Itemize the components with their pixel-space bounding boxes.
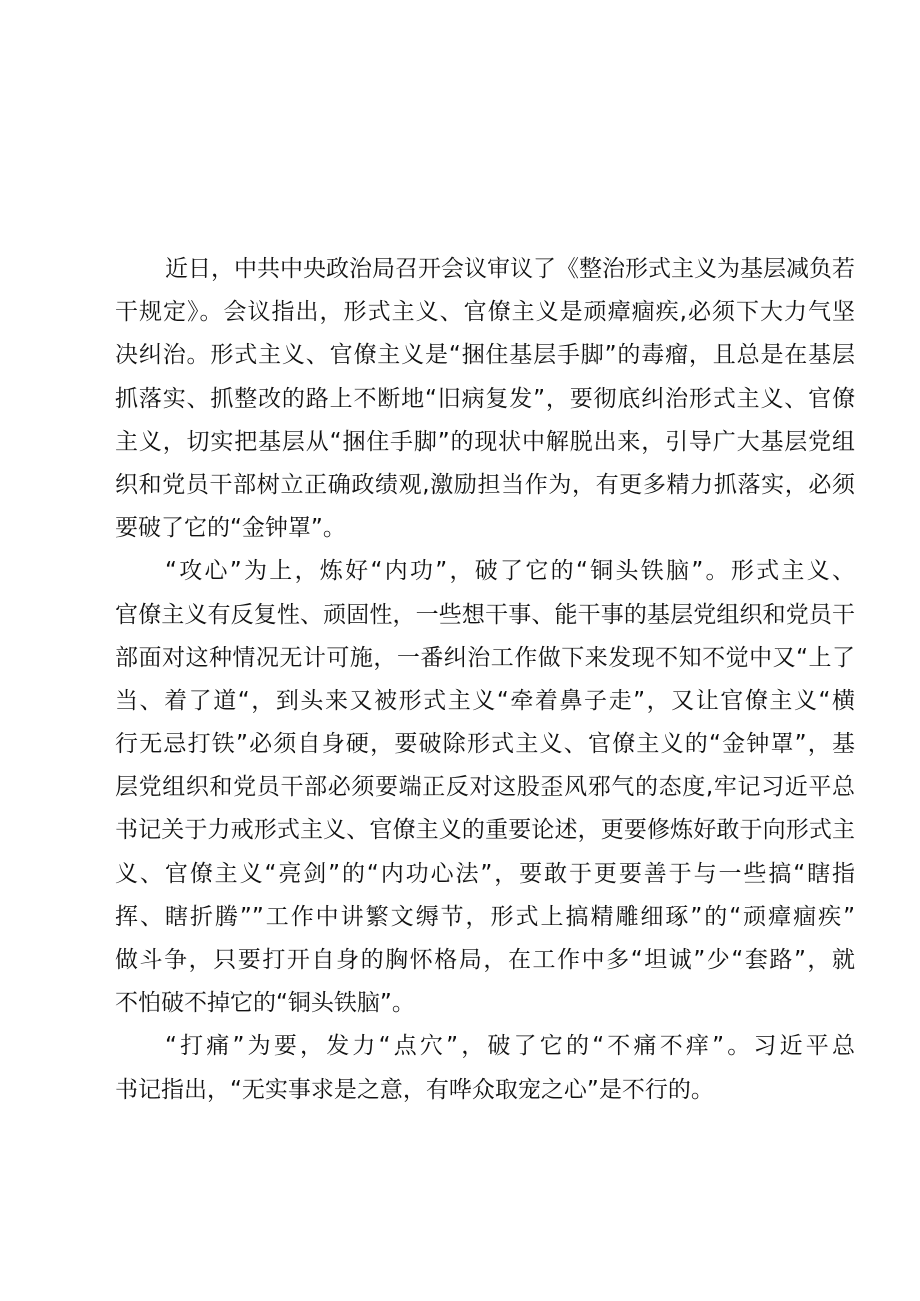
paragraph-2-line-1: “攻心”为上，炼好“内功”，破了它的“铜头铁脑”。形式主义、 (165, 558, 855, 585)
paragraph-3-line-2: 书记指出，“无实事求是之意，有哗众取宠之心”是不行的。 (115, 1076, 714, 1103)
paragraph-2-line-9: 挥、瞎折腾””工作中讲繁文缛节，形式上搞精雕细琢”的“顽瘴痼疾” (115, 903, 855, 930)
paragraph-2-line-6: 层党组织和党员干部必须要端正反对这股歪风邪气的态度,牢记习近平总 (115, 774, 855, 801)
paragraph-2-line-11: 不怕破不掉它的“铜头铁脑”。 (115, 990, 415, 1017)
paragraph-1-line-6: 织和党员干部树立正确政绩观,激励担当作为，有更多精力抓落实，必须 (115, 471, 855, 498)
paragraph-1-line-1: 近日，中共中央政治局召开会议审议了《整治形式主义为基层减负若 (165, 256, 855, 282)
paragraph-2-line-8: 义、官僚主义“亮剑”的“内功心法”，要敢于更要善于与一些搞“瞎指 (115, 860, 855, 887)
paragraph-2-line-7: 书记关于力戒形式主义、官僚主义的重要论述，更要修炼好敢于向形式主 (115, 817, 855, 844)
paragraph-1-line-2: 干规定》。会议指出，形式主义、官僚主义是顽瘴痼疾,必须下大力气坚 (115, 299, 855, 326)
paragraph-1-line-3: 决纠治。形式主义、官僚主义是“捆住基层手脚”的毒瘤，且总是在基层 (115, 342, 855, 369)
document-body (115, 248, 855, 1112)
paragraph-2-line-4: 当、着了道“，到头来又被形式主义“牵着鼻子走”，又让官僚主义“横 (115, 687, 855, 714)
paragraph-2-line-10: 做斗争，只要打开自身的胸怀格局，在工作中多“坦诚”少“套路”，就 (115, 947, 855, 973)
paragraph-2-line-2: 官僚主义有反复性、顽固性，一些想干事、能干事的基层党组织和党员干 (115, 601, 855, 628)
paragraph-1-line-7: 要破了它的“金钟罩”。 (115, 515, 346, 542)
paragraph-1-line-5: 主义，切实把基层从“捆住手脚”的现状中解脱出来，引导广大基层党组 (115, 428, 855, 455)
paragraph-3-line-1: “打痛”为要，发力“点穴”，破了它的“不痛不痒”。习近平总 (165, 1033, 855, 1060)
paragraph-2-line-5: 行无忌打铁”必须自身硬，要破除形式主义、官僚主义的“金钟罩”，基 (115, 731, 855, 758)
paragraph-2-line-3: 部面对这种情况无计可施，一番纠治工作做下来发现不知不觉中又“上了 (115, 644, 855, 671)
paragraph-1-line-4: 抓落实、抓整改的路上不断地“旧病复发”，要彻底纠治形式主义、官僚 (115, 385, 855, 412)
